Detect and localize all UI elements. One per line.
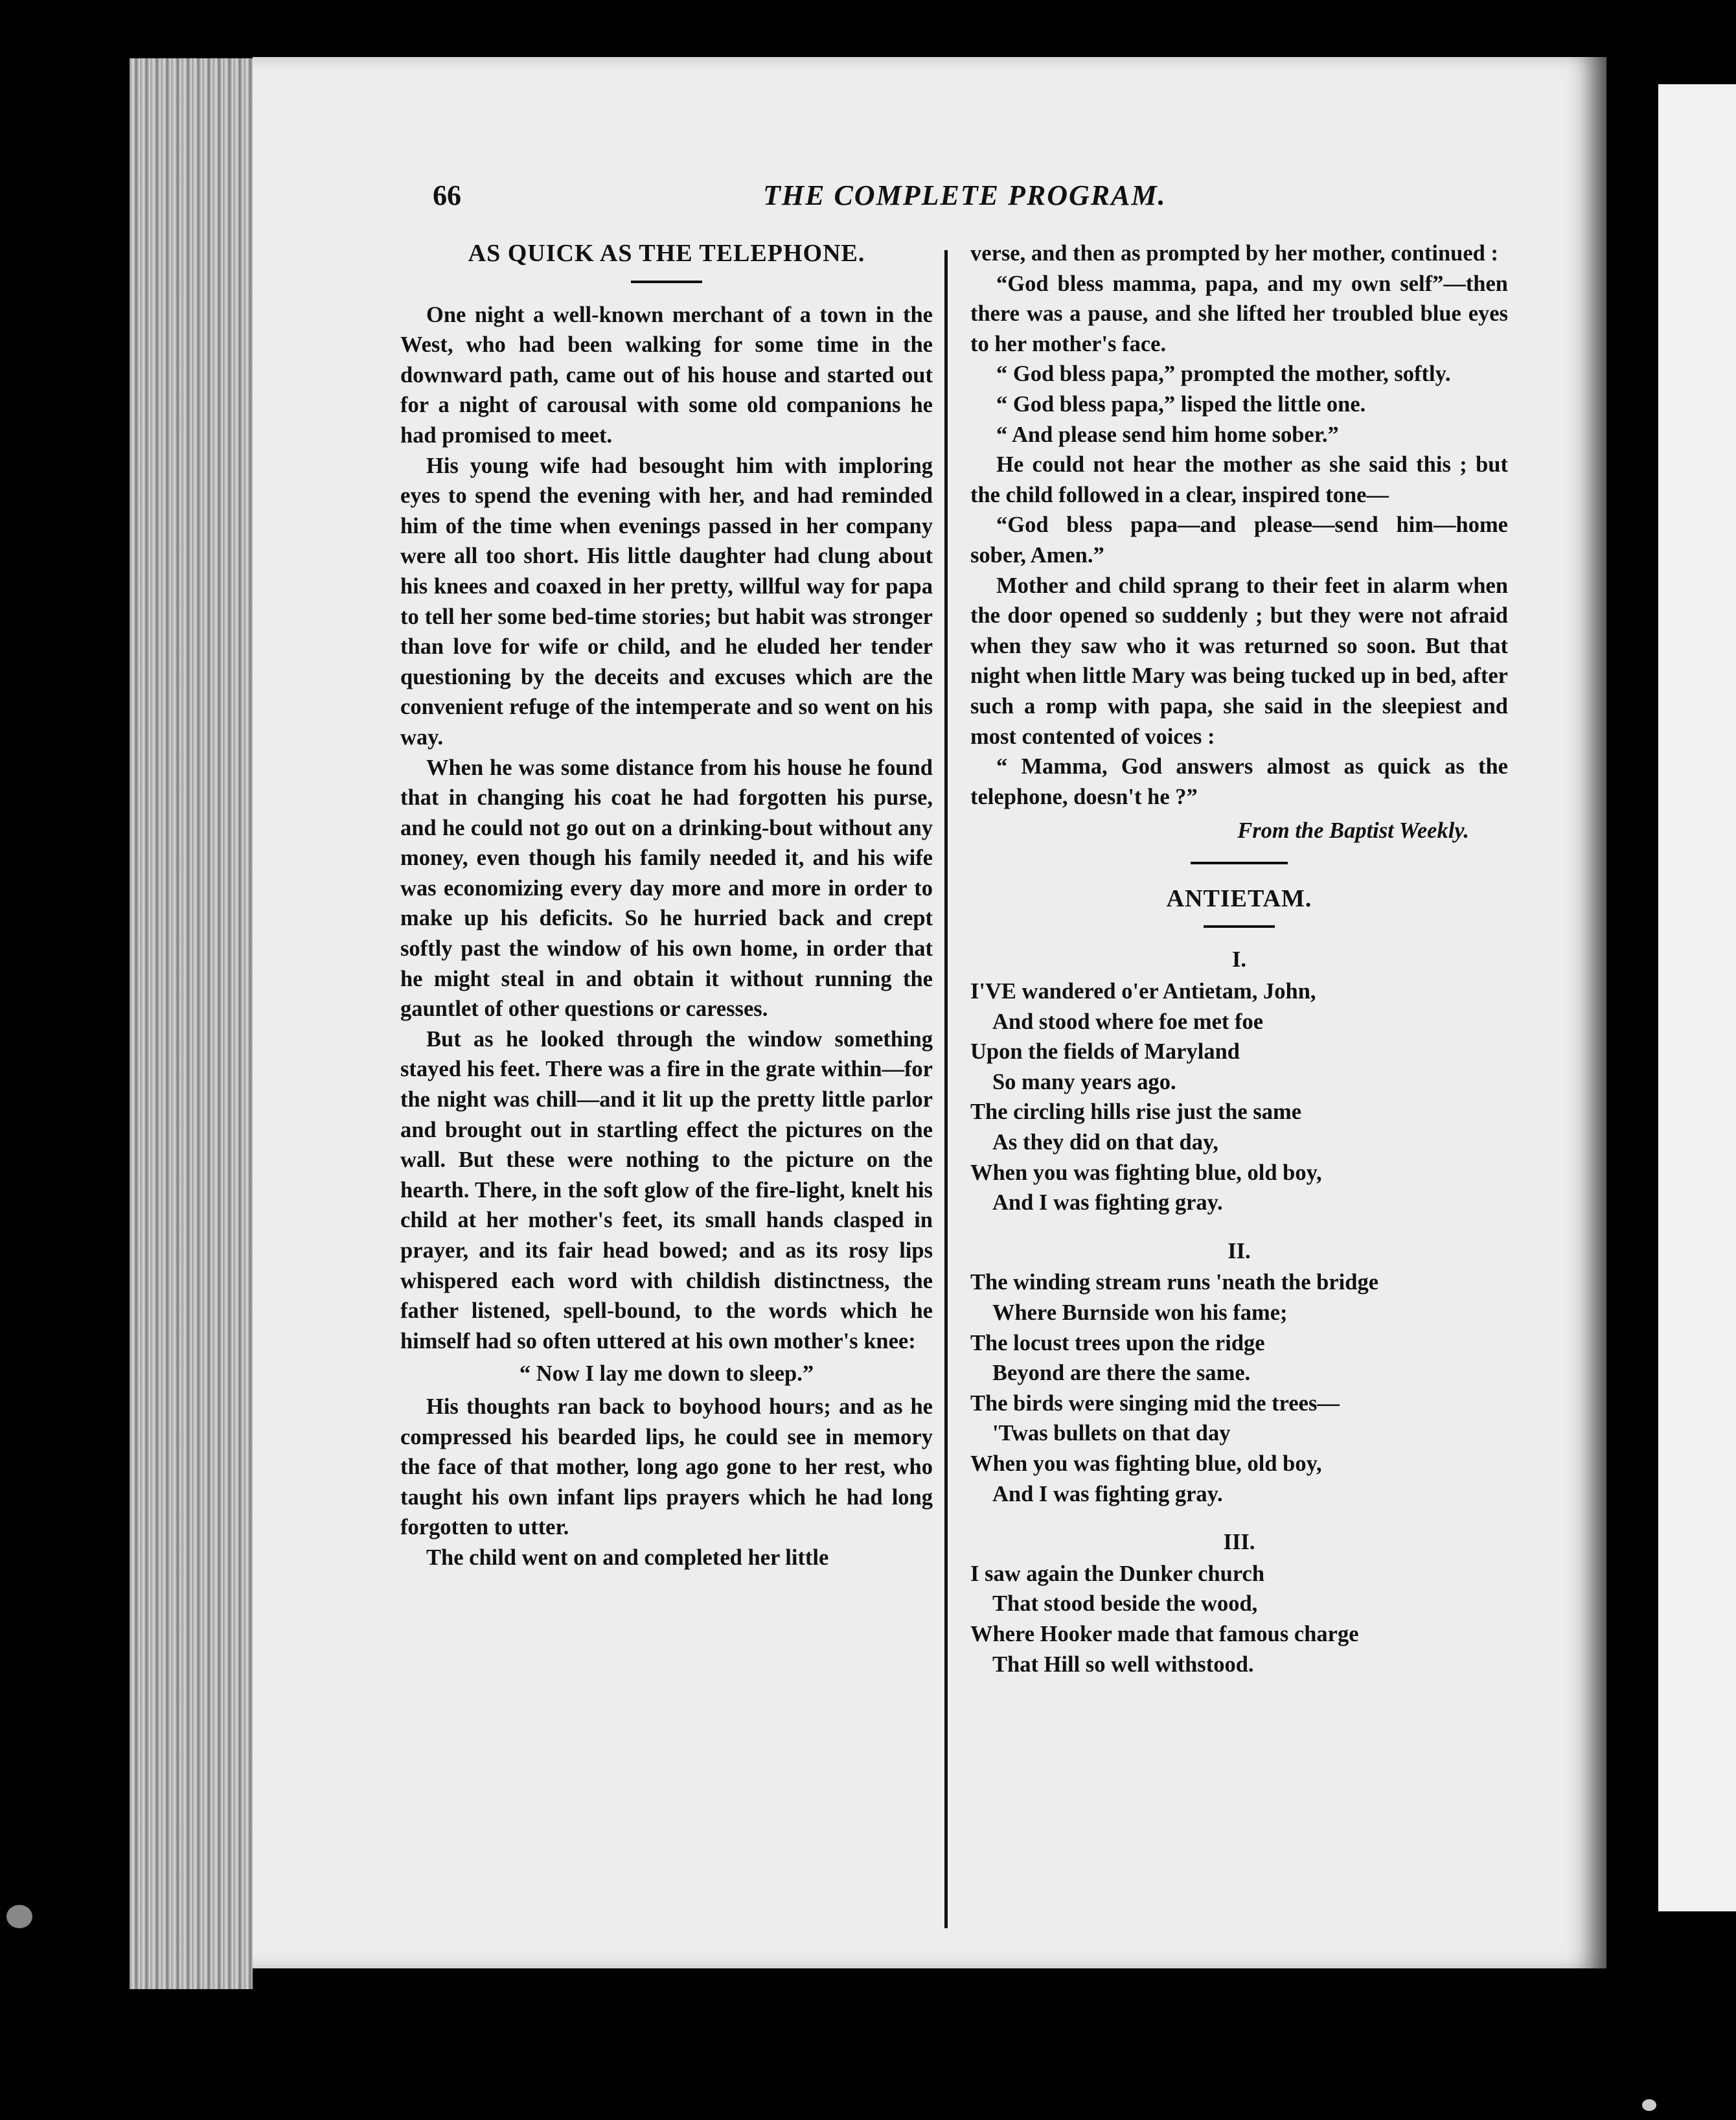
facing-page-strip	[1658, 84, 1736, 1911]
story-paragraph: Mother and child sprang to their feet in alarm when the door opened so suddenly ; but they were not afraid when they saw who it was returned so soon. But that night when little Mary was being tucked up in bed, after such a romp with papa, she said in the sleepiest and most contented of voices :	[970, 573, 1508, 749]
verse-line: The locust trees upon the ridge	[970, 1330, 1265, 1355]
prayer-quote: “ Now I lay me down to sleep.”	[519, 1361, 814, 1387]
verse-line: And stood where foe met foe	[992, 1009, 1264, 1034]
verse-line: Upon the fields of Maryland	[970, 1039, 1240, 1065]
verse-line: So many years ago.	[992, 1069, 1176, 1094]
verse-line: I saw again the Dunker church	[970, 1561, 1265, 1586]
story-paragraph: “God bless mamma, papa, and my own self”—then there was a pause, and she lifted her troubled blue eyes to her mother's face.	[970, 271, 1508, 356]
story-paragraph: He could not hear the mother as she said this ; but the child followed in a clear, inspired tone—	[970, 452, 1508, 507]
story-paragraph: “ God bless papa,” prompted the mother, softly.	[996, 362, 1451, 387]
column-divider	[944, 250, 948, 1928]
story-paragraph: But as he looked through the window something stayed his feet. There was a fire in the grate within—for the night was chill—and it lit up the pretty little parlor and brought out in startling effect the pictures on the wall. But these were nothing to the picture on the hearth. There, in the soft glow of the fire-light, knelt his child at her mother's feet, its small hands clasped in prayer, and its fair head bowed; and as its rosy lips whispered each word with childish distinctness, the father listened, spell-bound, to the words which he himself had so often uttered at his own mother's knee:	[400, 1026, 933, 1354]
story-paragraph: “ God bless papa,” lisped the little one.	[996, 391, 1366, 417]
poem-title: ANTIETAM.	[1166, 884, 1312, 912]
stanza-number: I.	[1231, 947, 1247, 973]
verse-line: Beyond are there the same.	[992, 1361, 1251, 1386]
verse-line: I'VE wandered o'er Antietam, John,	[970, 979, 1316, 1004]
title-rule	[631, 281, 702, 283]
book-page	[253, 57, 1606, 1968]
section-rule	[1191, 862, 1288, 864]
scan-speck	[6, 1905, 32, 1928]
verse-line: When you was fighting blue, old boy,	[970, 1451, 1322, 1476]
page-header	[433, 179, 1534, 231]
story-attribution: From the Baptist Weekly.	[1237, 818, 1469, 844]
poem-stanza	[970, 945, 1508, 1217]
left-column	[400, 238, 933, 1573]
title-rule	[1204, 925, 1275, 928]
page-number: 66	[433, 179, 461, 211]
story-paragraph: When he was some distance from his house he found that in changing his coat he had forgotten his purse, and he could not go out on a drinking-bout without any money, even though his family needed it, and his wife was economizing every day more and more in order to make up his deficits. So he hurried back and crept softly past the window of his own home, in order that he might steal in and obtain it without running the gauntlet of other questions or caresses.	[400, 755, 933, 1022]
verse-line: Where Hooker made that famous charge	[970, 1621, 1359, 1646]
verse-line: The circling hills rise just the same	[970, 1100, 1302, 1125]
story-paragraph: His thoughts ran back to boyhood hours; and as he compressed his bearded lips, he could see in memory the face of that mother, long ago gone to her rest, who taught his own infant lips prayers which he had long forgotten to utter.	[400, 1394, 933, 1540]
stanza-number: III.	[1223, 1530, 1255, 1555]
story-paragraph: His young wife had besought him with imploring eyes to spend the evening with her, and had reminded him of the time when evenings passed in her company were all too short. His little daughter had clung about his knees and coaxed in her pretty, willful way for papa to tell her some bed-time stories; but habit was stronger than love for wife or child, and he eluded her tender questioning by the deceits and excuses which are the convenient refuge of the intemperate and so went on his way.	[400, 453, 933, 750]
verse-line: And I was fighting gray.	[992, 1481, 1223, 1506]
verse-line: The winding stream runs 'neath the bridge	[970, 1270, 1379, 1295]
story-paragraph: The child went on and completed her little	[426, 1545, 829, 1570]
story-title: AS QUICK AS THE TELEPHONE.	[468, 240, 865, 267]
verse-line: That stood beside the wood,	[992, 1591, 1258, 1617]
verse-line: And I was fighting gray.	[992, 1190, 1223, 1216]
poem-stanza	[970, 1527, 1508, 1679]
verse-line: The birds were singing mid the trees—	[970, 1390, 1340, 1416]
stanza-number: II.	[1228, 1238, 1251, 1263]
story-paragraph: verse, and then as prompted by her mother, continued :	[970, 241, 1498, 266]
story-paragraph: “ Mamma, God answers almost as quick as the telephone, doesn't he ?”	[970, 754, 1508, 809]
story-paragraph: “God bless papa—and please—send him—home sober, Amen.”	[970, 513, 1508, 568]
verse-line: When you was fighting blue, old boy,	[970, 1160, 1322, 1185]
verse-line: As they did on that day,	[992, 1130, 1218, 1155]
story-paragraph: “ And please send him home sober.”	[996, 422, 1339, 447]
book-page-edges	[130, 58, 253, 1989]
scan-speck	[1642, 2099, 1656, 2111]
verse-line: 'Twas bullets on that day	[992, 1421, 1231, 1446]
verse-line: Where Burnside won his fame;	[992, 1300, 1288, 1325]
right-column	[970, 238, 1508, 1679]
verse-line: That Hill so well withstood.	[992, 1652, 1254, 1677]
poem-stanza	[970, 1236, 1508, 1509]
story-paragraph: One night a well-known merchant of a town in the West, who had been walking for some time in the downward path, came out of his house and started out for a night of carousal with some old companions he had promised to meet.	[400, 302, 933, 448]
running-title: THE COMPLETE PROGRAM.	[763, 179, 1167, 211]
